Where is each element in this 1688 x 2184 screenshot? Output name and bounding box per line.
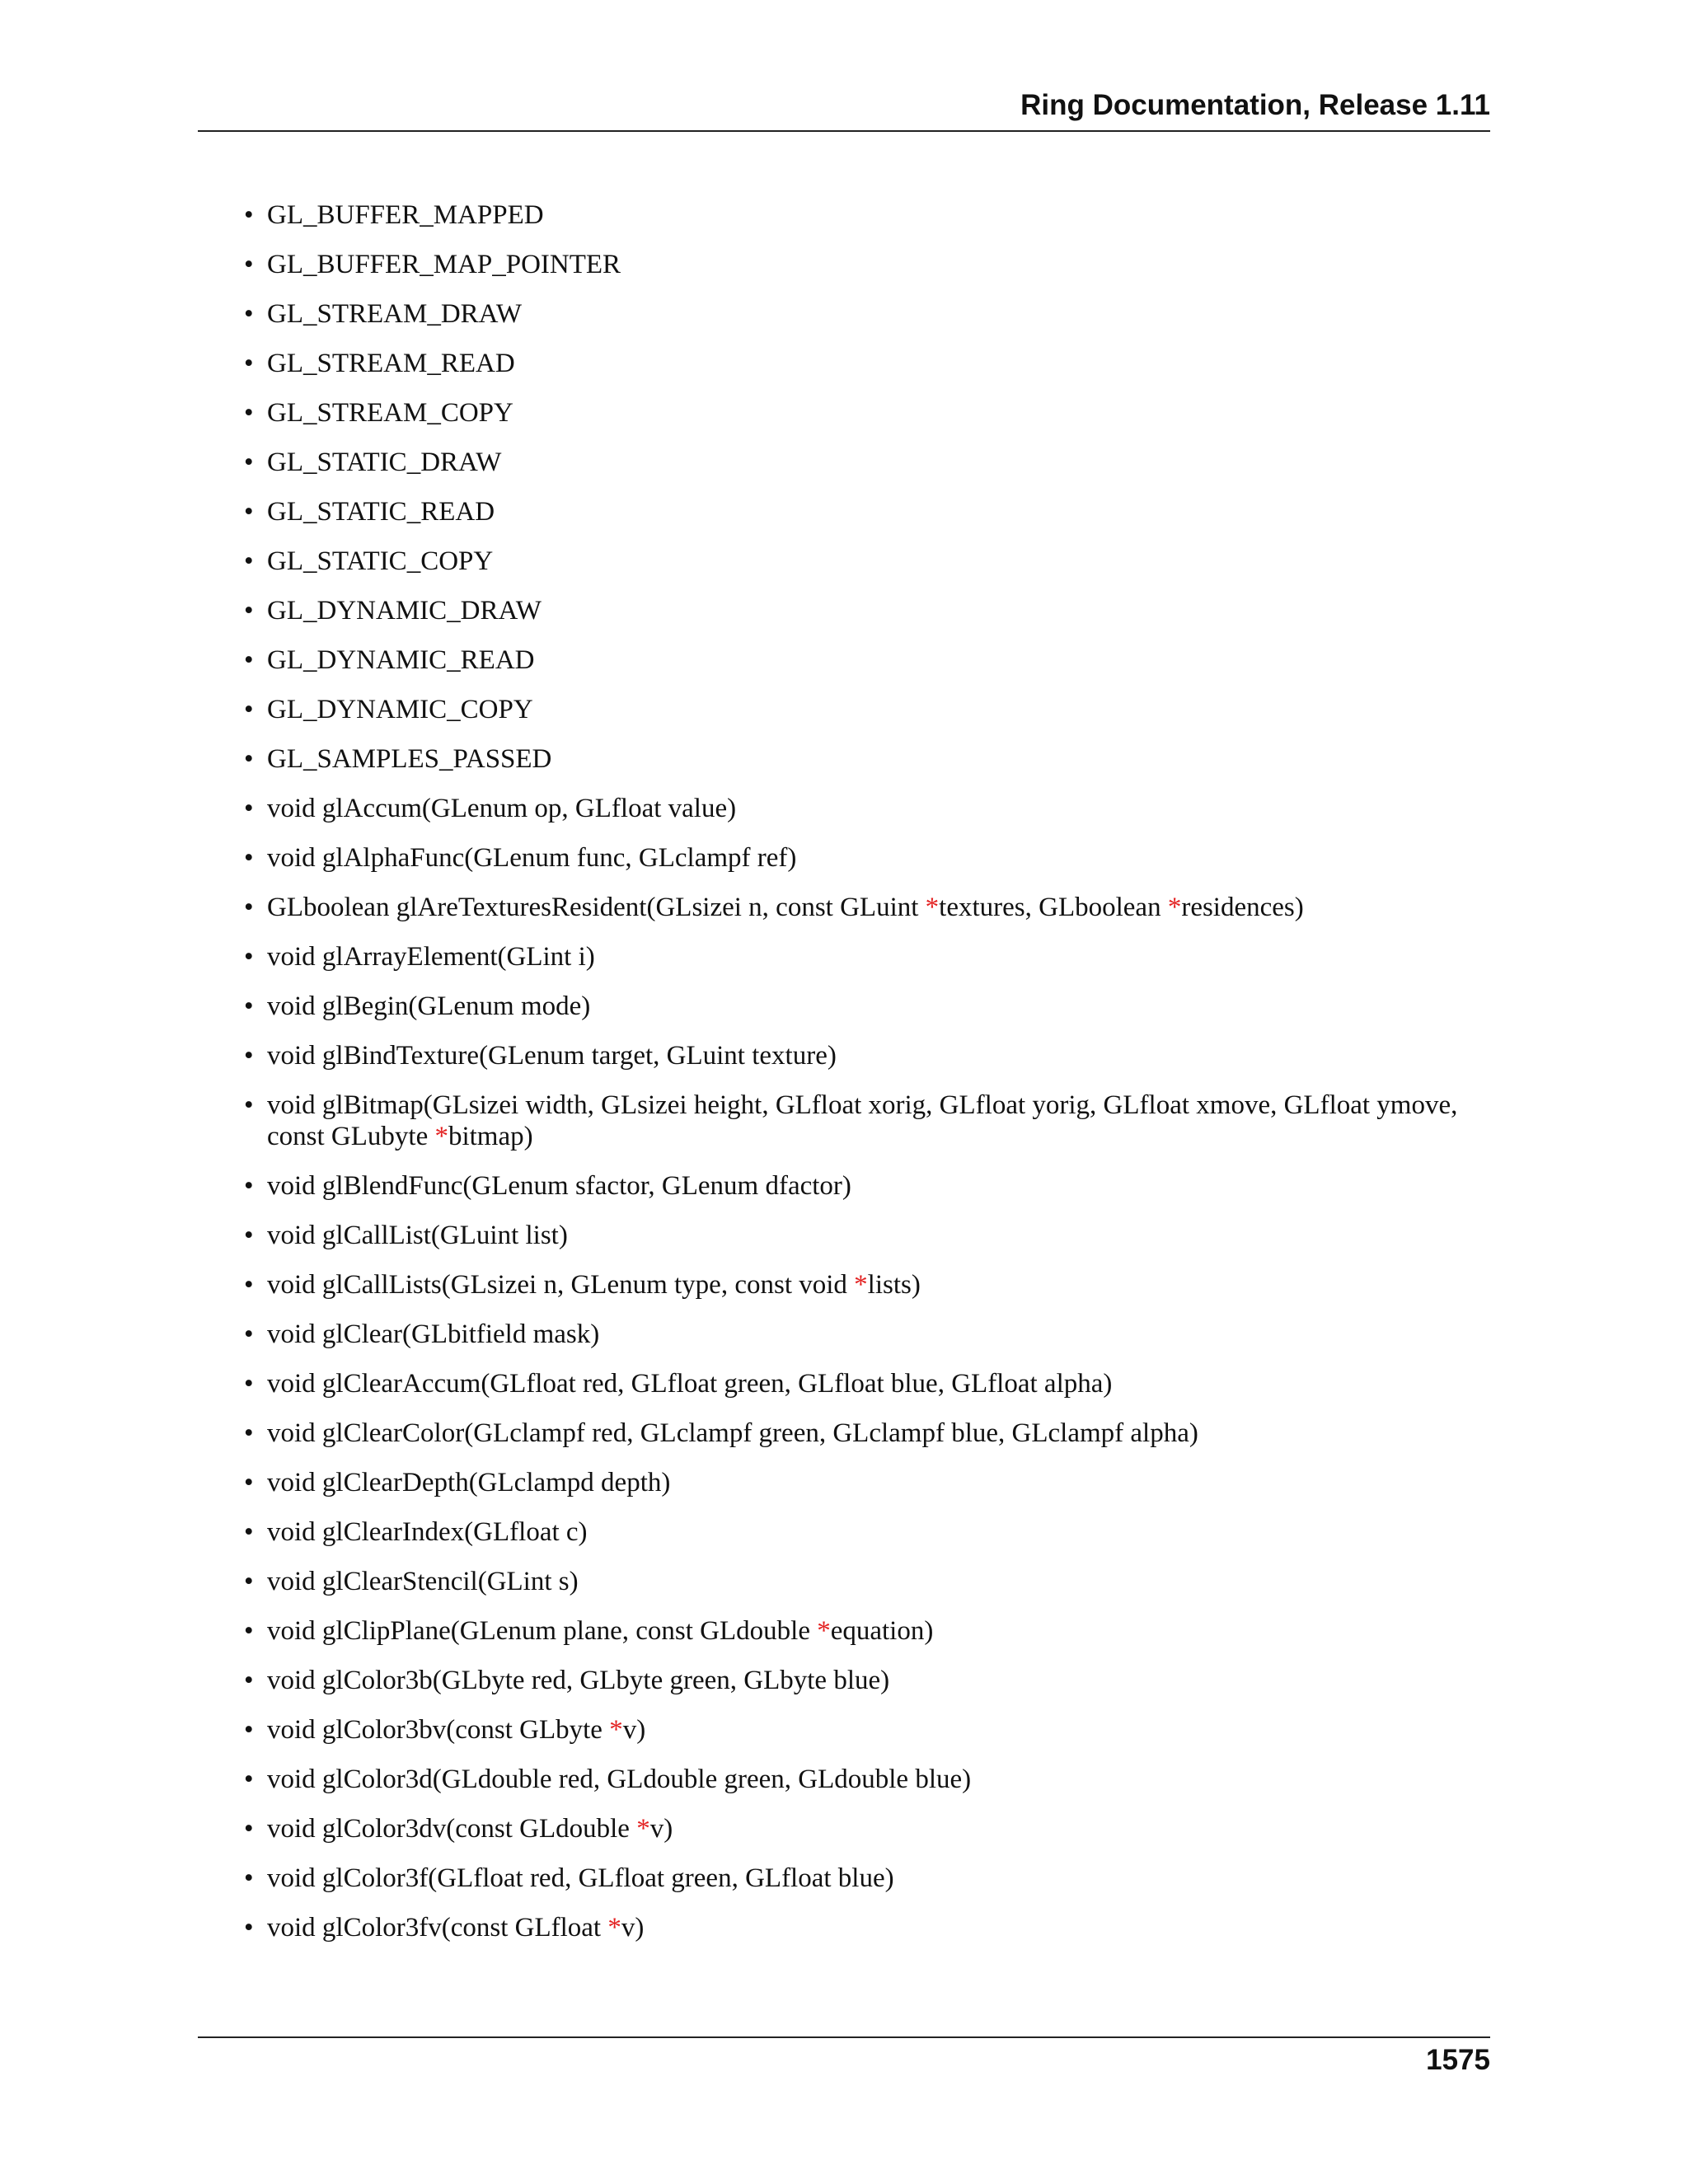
list-item (244, 1269, 1490, 1301)
list-item (244, 249, 1490, 280)
list-item-text: GL_STATIC_COPY (267, 546, 494, 576)
list-item-text: void glColor3fv(const GLfloat *v) (267, 1913, 645, 1943)
bullet-icon: • (244, 1616, 254, 1646)
list-item-text: void glClipPlane(GLenum plane, const GLdouble *equation) (267, 1616, 934, 1646)
list-item (244, 1467, 1490, 1498)
list-item-text: void glArrayElement(GLint i) (267, 942, 595, 972)
page-header-title: Ring Documentation, Release 1.11 (1020, 89, 1490, 121)
bullet-icon: • (244, 942, 254, 972)
list-item-text: GL_BUFFER_MAPPED (267, 200, 544, 230)
list-item (244, 595, 1490, 626)
bullet-icon: • (244, 1221, 254, 1250)
list-item (244, 892, 1490, 923)
list-item-text: void glClearAccum(GLfloat red, GLfloat green, GLfloat blue, GLfloat alpha) (267, 1369, 1113, 1399)
footer-rule (198, 2036, 1490, 2038)
bullet-icon: • (244, 1517, 254, 1547)
list-item-text: void glCallList(GLuint list) (267, 1221, 568, 1250)
list-item (244, 1615, 1490, 1647)
bullet-icon: • (244, 596, 254, 626)
list-item (244, 1516, 1490, 1548)
constant-function-list (244, 199, 1490, 1961)
bullet-icon: • (244, 497, 254, 527)
bullet-icon: • (244, 1468, 254, 1497)
list-item-text: void glClearIndex(GLfloat c) (267, 1517, 588, 1547)
bullet-icon: • (244, 1418, 254, 1448)
bullet-icon: • (244, 1041, 254, 1071)
bullet-icon: • (244, 1369, 254, 1399)
list-item (244, 743, 1490, 775)
list-item-text: GLboolean glAreTexturesResident(GLsizei n, const GLuint *textures, GLboolean *residences) (267, 893, 1304, 922)
list-item-text: void glColor3dv(const GLdouble *v) (267, 1814, 673, 1844)
list-item-text: GL_STATIC_READ (267, 497, 495, 527)
list-item (244, 298, 1490, 330)
bullet-icon: • (244, 448, 254, 477)
list-item-text: GL_SAMPLES_PASSED (267, 744, 552, 774)
bullet-icon: • (244, 398, 254, 428)
list-item (244, 1863, 1490, 1894)
bullet-icon: • (244, 695, 254, 724)
list-item (244, 1912, 1490, 1943)
list-item (244, 1170, 1490, 1202)
list-item (244, 1764, 1490, 1795)
list-item-text: void glBindTexture(GLenum target, GLuint texture) (267, 1041, 837, 1071)
list-item-text: void glColor3f(GLfloat red, GLfloat green, GLfloat blue) (267, 1863, 894, 1893)
list-item-text: void glClearColor(GLclampf red, GLclampf green, GLclampf blue, GLclampf alpha) (267, 1418, 1198, 1448)
bullet-icon: • (244, 1319, 254, 1349)
list-item (244, 941, 1490, 972)
bullet-icon: • (244, 1715, 254, 1745)
list-item (244, 1418, 1490, 1449)
list-item-text: void glCallLists(GLsizei n, GLenum type, const void *lists) (267, 1270, 921, 1300)
bullet-icon: • (244, 1666, 254, 1695)
list-item-text: GL_DYNAMIC_COPY (267, 695, 533, 724)
bullet-icon: • (244, 1270, 254, 1300)
list-item (244, 644, 1490, 676)
list-item-text: void glClearStencil(GLint s) (267, 1567, 579, 1596)
list-item (244, 1714, 1490, 1746)
list-item-text: void glBitmap(GLsizei width, GLsizei height, GLfloat xorig, GLfloat yorig, GLfloat xmove, GLfloat ymove, const GLubyte *bitmap) (267, 1090, 1458, 1151)
bullet-icon: • (244, 645, 254, 675)
list-item (244, 1368, 1490, 1399)
list-item (244, 793, 1490, 824)
list-item (244, 496, 1490, 527)
list-item-text: void glColor3b(GLbyte red, GLbyte green, GLbyte blue) (267, 1666, 890, 1695)
list-item (244, 546, 1490, 577)
bullet-icon: • (244, 843, 254, 873)
list-item-text: GL_STREAM_DRAW (267, 299, 523, 329)
bullet-icon: • (244, 1171, 254, 1201)
list-item-text: void glBegin(GLenum mode) (267, 991, 591, 1021)
list-item (244, 1665, 1490, 1696)
list-item-text: GL_DYNAMIC_DRAW (267, 596, 542, 626)
list-item (244, 1566, 1490, 1597)
list-item-text: GL_STREAM_COPY (267, 398, 513, 428)
list-item (244, 1319, 1490, 1350)
list-item (244, 348, 1490, 379)
list-item (244, 1220, 1490, 1251)
list-item-text: void glAlphaFunc(GLenum func, GLclampf ref) (267, 843, 797, 873)
list-item-text: void glColor3bv(const GLbyte *v) (267, 1715, 646, 1745)
bullet-icon: • (244, 893, 254, 922)
bullet-icon: • (244, 1814, 254, 1844)
list-item-text: void glClear(GLbitfield mask) (267, 1319, 600, 1349)
list-item (244, 1040, 1490, 1071)
bullet-icon: • (244, 200, 254, 230)
list-item-text: GL_DYNAMIC_READ (267, 645, 535, 675)
bullet-icon: • (244, 1863, 254, 1893)
list-item (244, 842, 1490, 874)
list-item-text: GL_STREAM_READ (267, 349, 515, 378)
bullet-icon: • (244, 1765, 254, 1794)
bullet-icon: • (244, 250, 254, 279)
bullet-icon: • (244, 299, 254, 329)
bullet-icon: • (244, 1913, 254, 1943)
header-rule (198, 130, 1490, 132)
list-item (244, 991, 1490, 1022)
list-item-text: void glAccum(GLenum op, GLfloat value) (267, 794, 737, 823)
bullet-icon: • (244, 1090, 254, 1120)
bullet-icon: • (244, 744, 254, 774)
list-item (244, 199, 1490, 231)
bullet-icon: • (244, 794, 254, 823)
bullet-icon: • (244, 546, 254, 576)
list-item-text: GL_BUFFER_MAP_POINTER (267, 250, 621, 279)
list-item (244, 447, 1490, 478)
list-item-text: void glColor3d(GLdouble red, GLdouble green, GLdouble blue) (267, 1765, 972, 1794)
list-item (244, 397, 1490, 429)
page-number: 1575 (1426, 2044, 1490, 2076)
list-item (244, 1090, 1490, 1152)
list-item-text: GL_STATIC_DRAW (267, 448, 502, 477)
list-item (244, 694, 1490, 725)
list-item (244, 1813, 1490, 1844)
bullet-icon: • (244, 1567, 254, 1596)
list-item-text: void glClearDepth(GLclampd depth) (267, 1468, 671, 1497)
list-item-text: void glBlendFunc(GLenum sfactor, GLenum dfactor) (267, 1171, 851, 1201)
bullet-icon: • (244, 991, 254, 1021)
bullet-icon: • (244, 349, 254, 378)
